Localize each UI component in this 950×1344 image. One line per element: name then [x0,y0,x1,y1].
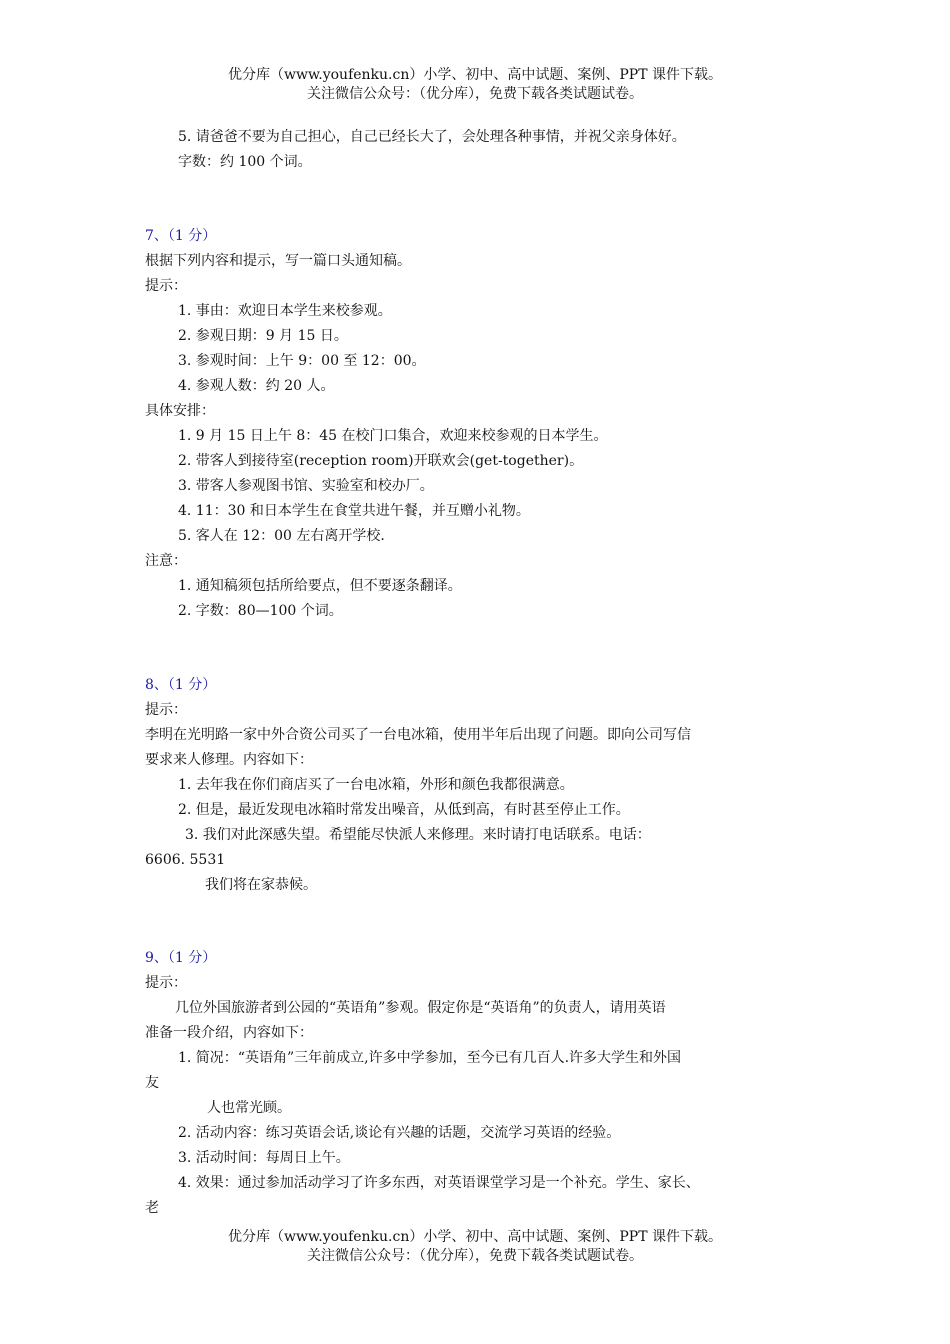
header-line-2: 关注微信公众号：（优分库），免费下载各类试题试卷。 [307,86,643,102]
q9-item-4-line-1: 4. 效果：通过参加活动学习了许多东西，对英语课堂学习是一个补充。学生、家长、 [178,1175,700,1191]
q7-note-1: 1. 通知稿须包括所给要点，但不要逐条翻译。 [178,578,462,594]
q7-title: 7、（1 分） [145,228,217,244]
q9-item-1-line-1: 1. 简况：“英语角”三年前成立,许多中学参加，至今已有几百人.许多大学生和外国 [178,1050,682,1066]
footer-line-1: 优分库（www.youfenku.cn）小学、初中、高中试题、案例、PPT 课件下载。 [227,1229,722,1245]
page-header [0,66,950,104]
q7-hint-4: 4. 参观人数：约 20 人。 [178,378,335,394]
q7-hint-2: 2. 参观日期：9 月 15 日。 [178,328,348,344]
q8-item-1: 1. 去年我在你们商店买了一台电冰箱，外形和颜色我都很满意。 [178,777,574,793]
q7-hint-label: 提示： [145,278,187,294]
q9-item-1-line-2: 友 [145,1075,159,1091]
q8-paragraph-line-1: 李明在光明路一家中外合资公司买了一台电冰箱，使用半年后出现了问题。即向公司写信 [145,727,691,743]
q7-arrangement-label: 具体安排： [145,403,215,419]
q9-item-2: 2. 活动内容：练习英语会话,谈论有兴趣的话题，交流学习英语的经验。 [178,1125,621,1141]
q8-title: 8、（1 分） [145,677,217,693]
q7-hint-1: 1. 事由：欢迎日本学生来校参观。 [178,303,392,319]
header-line-1: 优分库（www.youfenku.cn）小学、初中、高中试题、案例、PPT 课件下载。 [227,67,722,83]
q7-arrangement-3: 3. 带客人参观图书馆、实验室和校办厂。 [178,478,434,494]
q9-paragraph-line-2: 准备一段介绍，内容如下： [145,1025,313,1041]
q7-arrangement-2: 2. 带客人到接待室(reception room)开联欢会(get-together)。 [178,453,584,469]
q9-paragraph-line-1: 几位外国旅游者到公园的“英语角”参观。假定你是“英语角”的负责人，请用英语 [175,1000,666,1016]
prev-word-count: 字数：约 100 个词。 [178,154,312,170]
q9-title: 9、（1 分） [145,950,217,966]
q9-item-3: 3. 活动时间：每周日上午。 [178,1150,350,1166]
q9-item-4-line-2: 老 [145,1200,159,1216]
q7-arrangement-1: 1. 9 月 15 日上午 8：45 在校门口集合，欢迎来校参观的日本学生。 [178,428,608,444]
page-footer [0,1228,950,1266]
q8-item-2: 2. 但是，最近发现电冰箱时常发出噪音，从低到高，有时甚至停止工作。 [178,802,630,818]
q8-item-3-line-2: 6606. 5531 [145,852,226,868]
q8-item-3-line-1: 3. 我们对此深感失望。希望能尽快派人来修理。来时请打电话联系。电话： [185,827,651,843]
q7-arrangement-5: 5. 客人在 12：00 左右离开学校. [178,528,385,544]
q8-paragraph-line-2: 要求来人修理。内容如下： [145,752,313,768]
q9-item-1-line-3: 人也常光顾。 [207,1100,291,1116]
prev-item-5: 5. 请爸爸不要为自己担心，自己已经长大了，会处理各种事情，并祝父亲身体好。 [178,129,686,145]
q7-hint-3: 3. 参观时间：上午 9：00 至 12：00。 [178,353,426,369]
q9-hint-label: 提示： [145,975,187,991]
q7-intro: 根据下列内容和提示，写一篇口头通知稿。 [145,253,411,269]
q7-arrangement-4: 4. 11：30 和日本学生在食堂共进午餐，并互赠小礼物。 [178,503,530,519]
q8-closing: 我们将在家恭候。 [205,877,317,893]
q7-note-label: 注意： [145,553,187,569]
q8-hint-label: 提示： [145,702,187,718]
q7-note-2: 2. 字数：80—100 个词。 [178,603,343,619]
footer-line-2: 关注微信公众号：（优分库），免费下载各类试题试卷。 [307,1248,643,1264]
